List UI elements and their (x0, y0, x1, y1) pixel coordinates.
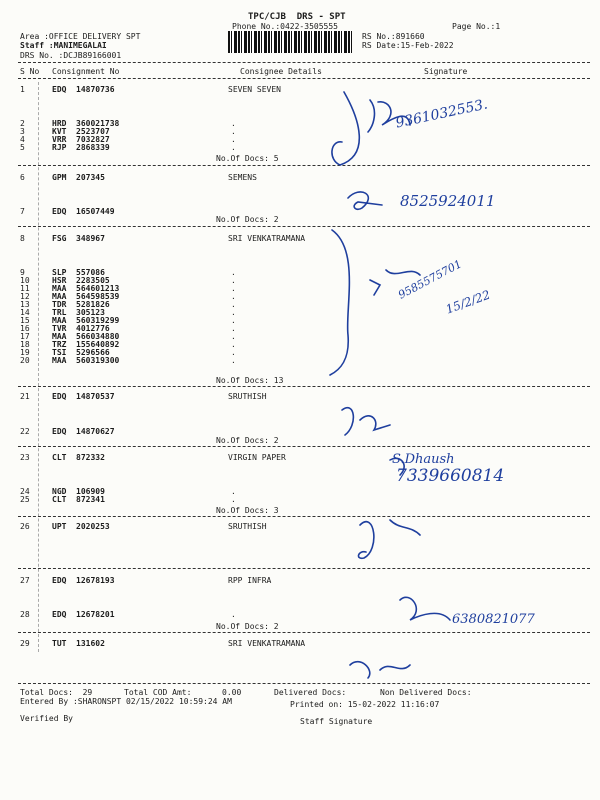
row-sno: 29 (20, 639, 30, 648)
non-delivered-docs: Non Delivered Docs: (380, 688, 472, 697)
row-sno: 28 (20, 610, 30, 619)
row-sno: 17 (20, 332, 30, 341)
consignee-dot: . (231, 292, 236, 301)
doc-count: No.Of Docs: 5 (216, 154, 279, 163)
row-sno: 25 (20, 495, 30, 504)
row-code: TVR (52, 324, 67, 333)
consignee-dot: . (231, 276, 236, 285)
row-code: GPM (52, 173, 67, 182)
consignee-name: SRUTHISH (228, 392, 267, 401)
row-number: 5281826 (76, 300, 110, 309)
row-sno: 12 (20, 292, 30, 301)
row-code: MAA (52, 292, 67, 301)
row-code: KVT (52, 127, 67, 136)
consignee-name: SRI VENKATRAMANA (228, 639, 306, 648)
consignee-name: SRI VENKATRAMANA (228, 234, 306, 243)
handwritten-date: 15/2/22 (443, 287, 493, 317)
row-sno: 20 (20, 356, 30, 365)
row-code: MAA (52, 356, 67, 365)
row-code: EDQ (52, 85, 67, 94)
consignee-dot: . (231, 143, 236, 152)
row-code: TRL (52, 308, 67, 317)
row-code: EDQ (52, 427, 67, 436)
consignee-dot: . (231, 268, 236, 277)
row-sno: 13 (20, 300, 30, 309)
row-sno: 27 (20, 576, 30, 585)
row-number: 566034880 (76, 332, 120, 341)
verified-by: Verified By (20, 714, 73, 723)
consignee-name: SEMENS (228, 173, 257, 182)
row-sno: 10 (20, 276, 30, 285)
row-number: 16507449 (76, 207, 115, 216)
doc-count: No.Of Docs: 3 (216, 506, 279, 515)
row-code: FSG (52, 234, 67, 243)
row-sno: 18 (20, 340, 30, 349)
row-number: 14870537 (76, 392, 115, 401)
consignee-dot: . (231, 332, 236, 341)
row-sno: 6 (20, 173, 25, 182)
handwritten-signatures (300, 80, 600, 680)
total-docs: Total Docs: 29 (20, 688, 93, 697)
row-sno: 24 (20, 487, 30, 496)
consignee-name: RPP INFRA (228, 576, 272, 585)
row-number: 305123 (76, 308, 105, 317)
row-number: 2868339 (76, 143, 110, 152)
consignee-dot: . (231, 340, 236, 349)
consignee-dot: . (231, 135, 236, 144)
row-number: 207345 (76, 173, 105, 182)
row-code: HRD (52, 119, 67, 128)
row-code: CLT (52, 453, 67, 462)
row-number: 560319300 (76, 356, 120, 365)
col-consignment: Consignment No (52, 67, 120, 76)
row-code: TUT (52, 639, 67, 648)
row-code: EDQ (52, 207, 67, 216)
consignee-name: VIRGIN PAPER (228, 453, 286, 462)
consignee-dot: . (231, 127, 236, 136)
rs-number: RS No.:891660 (362, 32, 425, 41)
row-sno: 9 (20, 268, 25, 277)
handwritten-name: S.Dhaush (392, 452, 455, 467)
row-sno: 15 (20, 316, 30, 325)
col-signature: Signature (424, 67, 468, 76)
row-code: EDQ (52, 392, 67, 401)
row-sno: 3 (20, 127, 25, 136)
row-code: NGD (52, 487, 67, 496)
row-number: 7032827 (76, 135, 110, 144)
row-number: 155640892 (76, 340, 120, 349)
entered-by: Entered By :SHARONSPT 02/15/2022 10:59:24 AM (20, 697, 232, 706)
row-sno: 1 (20, 85, 25, 94)
row-number: 12678193 (76, 576, 115, 585)
row-sno: 16 (20, 324, 30, 333)
row-code: EDQ (52, 610, 67, 619)
row-code: VRR (52, 135, 67, 144)
consignee-dot: . (231, 487, 236, 496)
staff-label: Staff :MANIMEGALAI (20, 41, 107, 50)
row-number: 564601213 (76, 284, 120, 293)
row-code: TSI (52, 348, 67, 357)
row-sno: 19 (20, 348, 30, 357)
consignee-dot: . (231, 610, 236, 619)
handwritten-phone: 6380821077 (452, 612, 535, 627)
row-code: CLT (52, 495, 67, 504)
row-number: 4012776 (76, 324, 110, 333)
phone-number: Phone No.:0422-3505555 (232, 22, 338, 31)
col-consignee: Consignee Details (240, 67, 322, 76)
consignee-dot: . (231, 495, 236, 504)
consignee-dot: . (231, 356, 236, 365)
doc-count: No.Of Docs: 2 (216, 436, 279, 445)
row-sno: 21 (20, 392, 30, 401)
rs-date: RS Date:15-Feb-2022 (362, 41, 454, 50)
row-number: 2523707 (76, 127, 110, 136)
row-number: 131602 (76, 639, 105, 648)
area-label: Area :OFFICE DELIVERY SPT (20, 32, 141, 41)
row-number: 14870627 (76, 427, 115, 436)
consignee-dot: . (231, 308, 236, 317)
handwritten-phone: 9361032553. (394, 96, 490, 132)
handwritten-phone: 9585575701 (396, 257, 464, 302)
footer-divider (18, 683, 590, 684)
consignee-dot: . (231, 324, 236, 333)
consignee-dot: . (231, 348, 236, 357)
column-divider (18, 78, 590, 79)
consignee-dot: . (231, 300, 236, 309)
row-code: TDR (52, 300, 67, 309)
total-cod-value: 0.00 (222, 688, 242, 697)
staff-signature: Staff Signature (300, 717, 373, 726)
consignee-dot: . (231, 316, 236, 325)
row-code: SLP (52, 268, 67, 277)
page-number: Page No.:1 (452, 22, 501, 31)
row-number: 557086 (76, 268, 105, 277)
row-number: 564598539 (76, 292, 120, 301)
consignee-name: SRUTHISH (228, 522, 267, 531)
row-sno: 26 (20, 522, 30, 531)
row-number: 106909 (76, 487, 105, 496)
row-code: UPT (52, 522, 67, 531)
row-sno: 14 (20, 308, 30, 317)
row-number: 348967 (76, 234, 105, 243)
row-number: 14870736 (76, 85, 115, 94)
row-code: HSR (52, 276, 67, 285)
handwritten-phone: 7339660814 (396, 466, 505, 486)
barcode (228, 31, 352, 53)
row-sno: 11 (20, 284, 30, 293)
row-sno: 22 (20, 427, 30, 436)
row-sno: 23 (20, 453, 30, 462)
column-rule (38, 82, 39, 652)
drs-number: DRS No. :DCJB89166001 (20, 51, 122, 60)
row-code: MAA (52, 316, 67, 325)
delivered-docs: Delivered Docs: (274, 688, 347, 697)
header-divider (18, 62, 590, 63)
row-code: RJP (52, 143, 67, 152)
col-sno: S No (20, 67, 40, 76)
consignee-dot: . (231, 119, 236, 128)
row-code: MAA (52, 332, 67, 341)
row-number: 560319299 (76, 316, 120, 325)
row-number: 872341 (76, 495, 105, 504)
row-sno: 4 (20, 135, 25, 144)
doc-count: No.Of Docs: 2 (216, 622, 279, 631)
row-sno: 2 (20, 119, 25, 128)
consignee-dot: . (231, 284, 236, 293)
printed-on: Printed on: 15-02-2022 11:16:07 (290, 700, 440, 709)
doc-count: No.Of Docs: 13 (216, 376, 284, 385)
row-number: 872332 (76, 453, 105, 462)
row-code: TRZ (52, 340, 67, 349)
row-code: EDQ (52, 576, 67, 585)
row-number: 2020253 (76, 522, 110, 531)
row-number: 2283505 (76, 276, 110, 285)
total-cod-label: Total COD Amt: (124, 688, 192, 697)
document-title: TPC/CJB DRS - SPT (248, 12, 346, 22)
row-number: 5296566 (76, 348, 110, 357)
doc-count: No.Of Docs: 2 (216, 215, 279, 224)
row-code: MAA (52, 284, 67, 293)
row-number: 12678201 (76, 610, 115, 619)
row-sno: 8 (20, 234, 25, 243)
row-sno: 5 (20, 143, 25, 152)
row-number: 360021738 (76, 119, 120, 128)
handwritten-phone: 8525924011 (400, 192, 496, 210)
row-sno: 7 (20, 207, 25, 216)
consignee-name: SEVEN SEVEN (228, 85, 281, 94)
